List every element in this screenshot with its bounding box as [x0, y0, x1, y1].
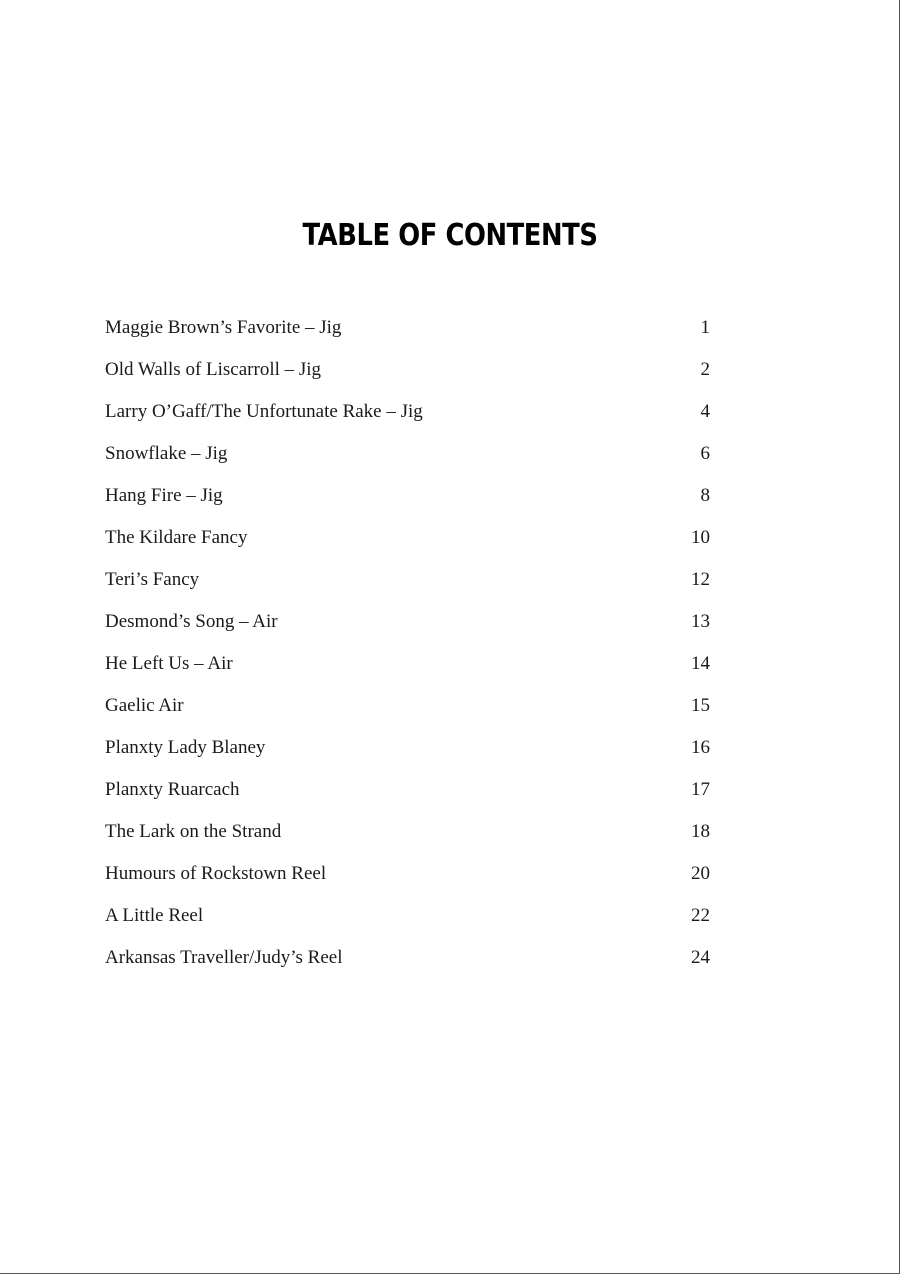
table-of-contents	[105, 314, 710, 986]
toc-entry-title: Desmond’s Song – Air	[105, 611, 278, 632]
toc-entry-title: Snowflake – Jig	[105, 443, 228, 464]
toc-entry-page-number: 2	[700, 359, 710, 380]
toc-entry	[105, 860, 710, 902]
toc-entry	[105, 440, 710, 482]
toc-entry	[105, 944, 710, 986]
toc-entry-title: The Lark on the Strand	[105, 821, 282, 842]
toc-entry-title: Arkansas Traveller/Judy’s Reel	[105, 947, 343, 968]
toc-entry-title: Larry O’Gaff/The Unfortunate Rake – Jig	[105, 401, 423, 422]
toc-entry-title: Teri’s Fancy	[105, 569, 200, 590]
toc-entry	[105, 524, 710, 566]
toc-entry-page-number: 17	[691, 779, 710, 800]
toc-entry-title: Old Walls of Liscarroll – Jig	[105, 359, 322, 380]
toc-entry-page-number: 20	[691, 863, 710, 884]
toc-entry-title: Planxty Ruarcach	[105, 779, 240, 800]
page-title: TABLE OF CONTENTS	[302, 218, 598, 253]
toc-entry-page-number: 8	[700, 485, 710, 506]
toc-entry	[105, 776, 710, 818]
toc-entry	[105, 608, 710, 650]
toc-entry-title: Planxty Lady Blaney	[105, 737, 266, 758]
toc-entry-page-number: 15	[691, 695, 710, 716]
toc-entry	[105, 734, 710, 776]
toc-entry	[105, 902, 710, 944]
toc-entry-page-number: 1	[700, 317, 710, 338]
toc-entry	[105, 398, 710, 440]
toc-entry	[105, 566, 710, 608]
toc-entry	[105, 314, 710, 356]
toc-entry-title: Hang Fire – Jig	[105, 485, 223, 506]
toc-entry	[105, 482, 710, 524]
toc-entry-page-number: 4	[700, 401, 710, 422]
toc-entry-title: He Left Us – Air	[105, 653, 233, 674]
toc-entry-title: Maggie Brown’s Favorite – Jig	[105, 317, 342, 338]
toc-entry	[105, 356, 710, 398]
toc-entry-title: The Kildare Fancy	[105, 527, 248, 548]
toc-entry-page-number: 18	[691, 821, 710, 842]
toc-entry-title: A Little Reel	[105, 905, 204, 926]
toc-entry-page-number: 16	[691, 737, 710, 758]
toc-entry-page-number: 22	[691, 905, 710, 926]
toc-entry	[105, 818, 710, 860]
toc-entry-page-number: 10	[691, 527, 710, 548]
toc-entry	[105, 692, 710, 734]
toc-entry-page-number: 24	[691, 947, 710, 968]
toc-entry	[105, 650, 710, 692]
toc-entry-title: Humours of Rockstown Reel	[105, 863, 327, 884]
toc-entry-page-number: 6	[700, 443, 710, 464]
toc-entry-page-number: 13	[691, 611, 710, 632]
toc-entry-page-number: 12	[691, 569, 710, 590]
toc-entry-page-number: 14	[691, 653, 710, 674]
toc-entry-title: Gaelic Air	[105, 695, 184, 716]
